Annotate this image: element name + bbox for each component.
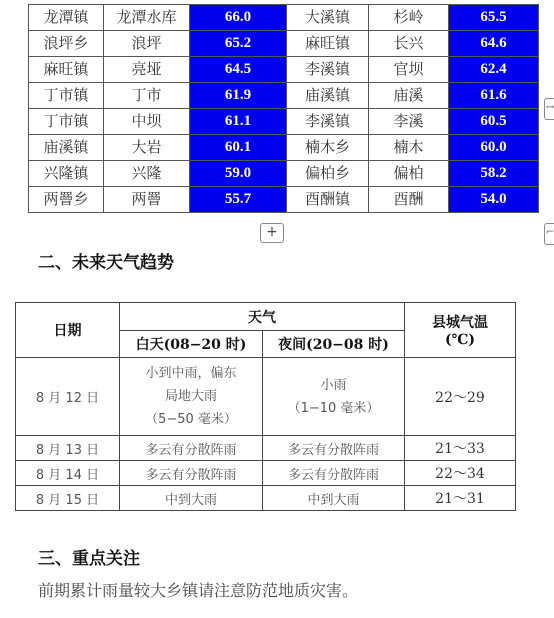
town-cell: 庙溪镇	[287, 83, 369, 109]
town-cell: 楠木乡	[287, 135, 369, 161]
table-row	[29, 187, 539, 213]
header-night: 夜间(20−08 时)	[263, 331, 405, 358]
station-cell: 酉酬	[369, 187, 449, 213]
table-row	[16, 358, 516, 436]
header-temp	[405, 303, 516, 358]
day-weather-cell: 中到大雨	[120, 486, 263, 511]
header-weather: 天气	[120, 303, 405, 331]
table-edge-handle[interactable]: ↔	[544, 98, 554, 120]
station-cell: 丁市	[104, 83, 190, 109]
table-row	[29, 83, 539, 109]
rainfall-value-cell: 60.1	[190, 135, 287, 161]
rainfall-value-cell: 61.9	[190, 83, 287, 109]
rainfall-value-cell: 61.1	[190, 109, 287, 135]
table-row	[16, 486, 516, 511]
day-weather-cell: 多云有分散阵雨	[120, 461, 263, 486]
header-day: 白天(08−20 时)	[120, 331, 263, 358]
rainfall-value-cell: 65.2	[190, 31, 287, 57]
temp-cell: 21～33	[405, 436, 516, 461]
rainfall-value-cell: 64.6	[449, 31, 539, 57]
rainfall-value-cell: 66.0	[190, 5, 287, 31]
town-cell: 丁市镇	[29, 109, 104, 135]
date-cell: 8 月 14 日	[16, 461, 120, 486]
table-row	[29, 161, 539, 187]
table-row	[29, 5, 539, 31]
temp-cell: 22～29	[405, 358, 516, 436]
header-date: 日期	[16, 303, 120, 358]
town-cell: 李溪镇	[287, 109, 369, 135]
day-weather-line: 局地大雨	[164, 389, 217, 404]
town-cell: 丁市镇	[29, 83, 104, 109]
rainfall-table	[28, 4, 539, 213]
town-cell: 龙潭镇	[29, 5, 104, 31]
table-row	[16, 461, 516, 486]
night-weather-line: （1−10 毫米）	[287, 400, 380, 416]
rainfall-value-cell: 58.2	[449, 161, 539, 187]
rainfall-value-cell: 60.5	[449, 109, 539, 135]
section-heading-forecast: 二、未来天气趋势	[38, 253, 174, 273]
night-weather-cell: 多云有分散阵雨	[263, 436, 405, 461]
rainfall-value-cell: 60.0	[449, 135, 539, 161]
date-cell: 8 月 15 日	[16, 486, 120, 511]
station-cell: 大岩	[104, 135, 190, 161]
section-heading-focus: 三、重点关注	[38, 549, 140, 569]
station-cell: 龙潭水库	[104, 5, 190, 31]
day-weather-line: （5−50 毫米）	[145, 412, 237, 427]
station-cell: 庙溪	[369, 83, 449, 109]
day-weather-line: 小到中雨，偏东	[145, 366, 237, 381]
station-cell: 偏柏	[369, 161, 449, 187]
town-cell: 大溪镇	[287, 5, 369, 31]
table-row	[29, 57, 539, 83]
station-cell: 兴隆	[104, 161, 190, 187]
rainfall-value-cell: 54.0	[449, 187, 539, 213]
station-cell: 官坝	[369, 57, 449, 83]
town-cell: 兴隆镇	[29, 161, 104, 187]
town-cell: 偏柏乡	[287, 161, 369, 187]
temp-cell: 21～31	[405, 486, 516, 511]
date-cell: 8 月 12 日	[16, 358, 120, 436]
day-weather-cell	[120, 358, 263, 436]
header-temp-line2: (℃)	[444, 332, 476, 348]
station-cell: 中坝	[104, 109, 190, 135]
temp-cell: 22～34	[405, 461, 516, 486]
rainfall-value-cell: 65.5	[449, 5, 539, 31]
table-edge-handle[interactable]: ⌐	[544, 223, 554, 245]
station-cell: 楠木	[369, 135, 449, 161]
station-cell: 杉岭	[369, 5, 449, 31]
night-weather-cell: 多云有分散阵雨	[263, 461, 405, 486]
town-cell: 庙溪镇	[29, 135, 104, 161]
town-cell: 两罾乡	[29, 187, 104, 213]
town-cell: 麻旺镇	[287, 31, 369, 57]
night-weather-cell	[263, 358, 405, 436]
station-cell: 两罾	[104, 187, 190, 213]
night-weather-line: 小雨	[320, 377, 347, 393]
table-row	[29, 31, 539, 57]
header-temp-line1: 县城气温	[432, 315, 488, 331]
rainfall-value-cell: 61.6	[449, 83, 539, 109]
rainfall-value-cell: 55.7	[190, 187, 287, 213]
town-cell: 浪坪乡	[29, 31, 104, 57]
town-cell: 李溪镇	[287, 57, 369, 83]
date-cell: 8 月 13 日	[16, 436, 120, 461]
forecast-table	[15, 302, 516, 511]
table-row	[29, 135, 539, 161]
focus-notice-text: 前期累计雨量较大乡镇请注意防范地质灾害。	[38, 581, 359, 600]
town-cell: 酉酬镇	[287, 187, 369, 213]
station-cell: 长兴	[369, 31, 449, 57]
station-cell: 浪坪	[104, 31, 190, 57]
add-row-button[interactable]: +	[260, 223, 284, 243]
rainfall-value-cell: 59.0	[190, 161, 287, 187]
day-weather-cell: 多云有分散阵雨	[120, 436, 263, 461]
rainfall-value-cell: 62.4	[449, 57, 539, 83]
rainfall-table-body	[29, 5, 539, 213]
table-row	[29, 109, 539, 135]
night-weather-cell: 中到大雨	[263, 486, 405, 511]
town-cell: 麻旺镇	[29, 57, 104, 83]
table-row	[16, 436, 516, 461]
station-cell: 亮垭	[104, 57, 190, 83]
station-cell: 李溪	[369, 109, 449, 135]
rainfall-value-cell: 64.5	[190, 57, 287, 83]
